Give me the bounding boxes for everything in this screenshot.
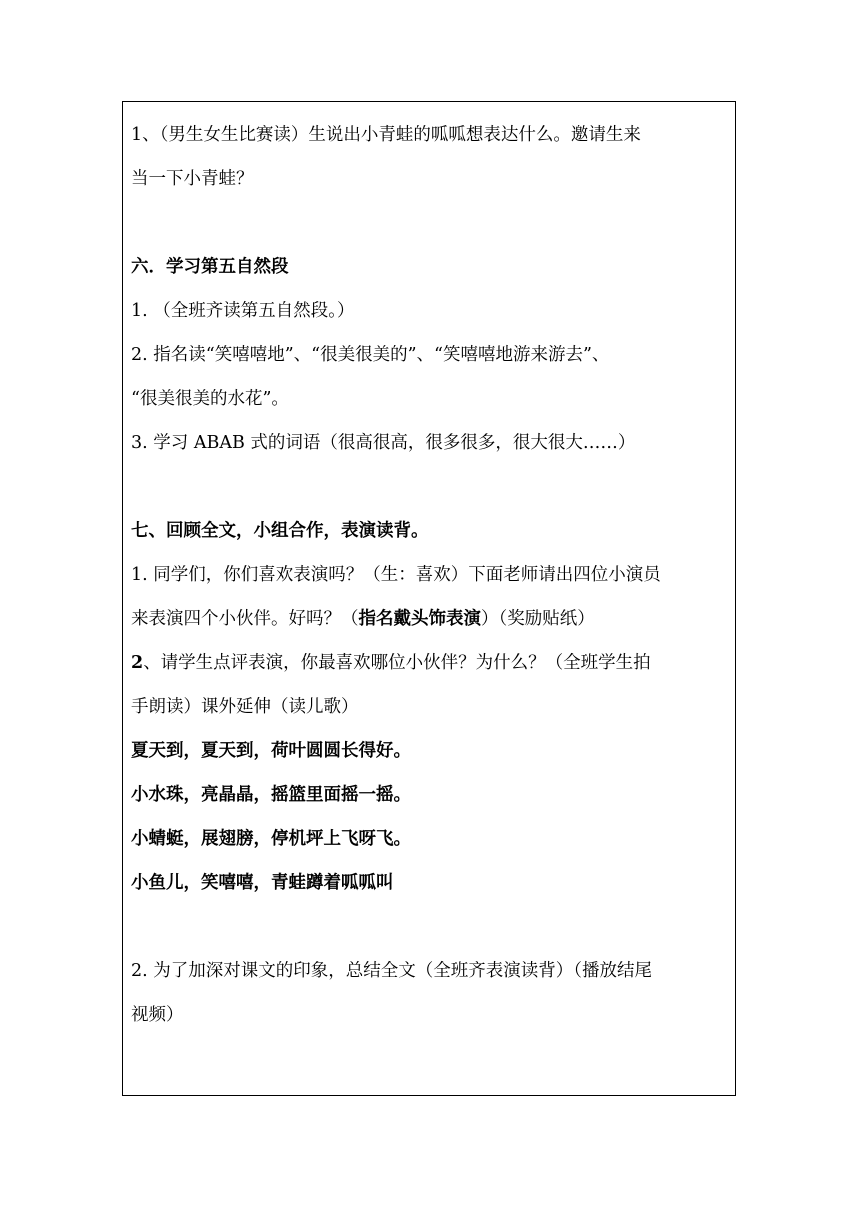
section-7-item-1-bold-phrase: 指名戴头饰表演 bbox=[358, 609, 481, 629]
blank-line bbox=[131, 905, 731, 949]
blank-line bbox=[131, 201, 731, 245]
section-7-item-2-line-1 bbox=[131, 641, 731, 685]
lesson-plan-content bbox=[131, 113, 731, 1037]
section-6-heading: 六．学习第五自然段 bbox=[131, 257, 289, 277]
poem-line: 小蜻蜓，展翅膀，停机坪上飞呀飞。 bbox=[131, 829, 411, 849]
poem-line: 小水珠，亮晶晶，摇篮里面摇一摇。 bbox=[131, 785, 411, 805]
poem-line: 夏天到，夏天到，荷叶圆圆长得好。 bbox=[131, 741, 411, 761]
section-7-heading: 七、回顾全文，小组合作，表演读背。 bbox=[131, 521, 429, 541]
poem-line: 小鱼儿，笑嘻嘻，青蛙蹲着呱呱叫 bbox=[131, 873, 394, 893]
item-1-line-1: 1、（男生女生比赛读）生说出小青蛙的呱呱想表达什么。邀请生来 bbox=[131, 125, 641, 145]
section-7-item-1-line-1: 1. 同学们，你们喜欢表演吗？（生：喜欢）下面老师请出四位小演员 bbox=[131, 565, 661, 585]
final-item-line-2: 视频） bbox=[131, 1005, 184, 1025]
section-7-item-2-line-1-text: 、请学生点评表演，你最喜欢哪位小伙伴？为什么？（全班学生拍 bbox=[143, 653, 651, 673]
item-1-line-2: 当一下小青蛙？ bbox=[131, 169, 254, 189]
section-6-item-3: 3. 学习 ABAB 式的词语（很高很高，很多很多，很大很大……） bbox=[131, 433, 636, 453]
section-6-item-2-line-1: 2. 指名读“笑嘻嘻地”、“很美很美的”、“笑嘻嘻地游来游去”、 bbox=[131, 345, 610, 365]
section-7-item-2-number: 2 bbox=[131, 653, 144, 673]
section-7-item-1-line-2-b: ）（奖励贴纸） bbox=[481, 609, 595, 629]
final-item-line-1: 2. 为了加深对课文的印象，总结全文（全班齐表演读背）（播放结尾 bbox=[131, 961, 653, 981]
section-7-item-1-line-2-a: 来表演四个小伙伴。好吗？（ bbox=[131, 609, 359, 629]
section-7-item-2-line-2: 手朗读）课外延伸（读儿歌） bbox=[131, 697, 359, 717]
blank-line bbox=[131, 465, 731, 509]
section-6-item-1: 1. （全班齐读第五自然段。） bbox=[131, 301, 355, 321]
section-7-item-1-line-2 bbox=[131, 597, 731, 641]
section-6-item-2-line-2: “很美很美的水花”。 bbox=[131, 389, 289, 409]
